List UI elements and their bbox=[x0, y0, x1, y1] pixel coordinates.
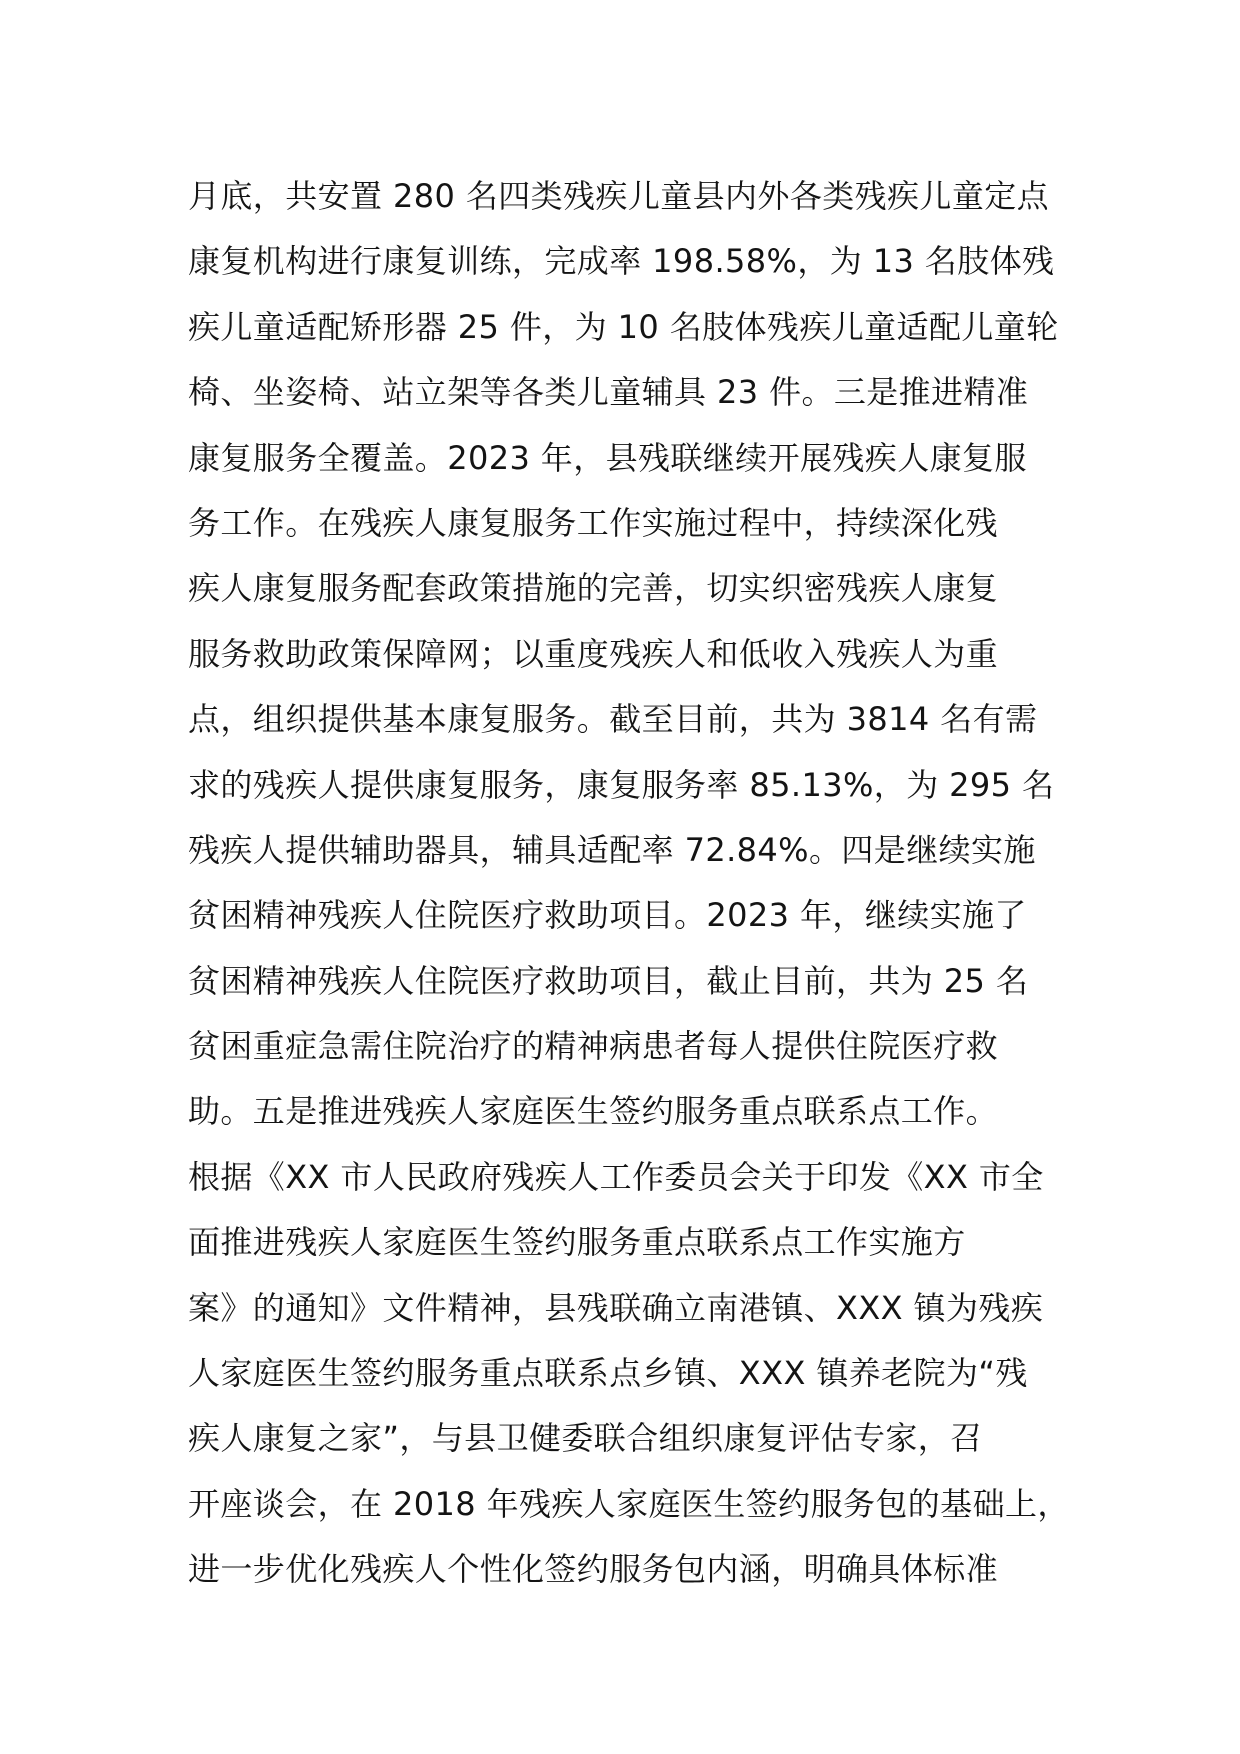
text-line: 疾儿童适配矫形器 25 件，为 10 名肢体残疾儿童适配儿童轮 bbox=[188, 307, 1059, 346]
text-line: 求的残疾人提供康复服务，康复服务率 85.13%，为 295 名 bbox=[188, 765, 1055, 804]
text-line: 贫困重症急需住院治疗的精神病患者每人提供住院医疗救 bbox=[188, 1027, 999, 1066]
text-line: 疾人康复服务配套政策措施的完善，切实织密残疾人康复 bbox=[188, 569, 999, 608]
text-line: 助。五是推进残疾人家庭医生签约服务重点联系点工作。 bbox=[188, 1092, 999, 1131]
text-line: 疾人康复之家”，与县卫健委联合组织康复评估专家，召 bbox=[188, 1419, 983, 1458]
text-line: 贫困精神残疾人住院医疗救助项目，截止目前，共为 25 名 bbox=[188, 961, 1029, 1000]
text-line: 服务救助政策保障网；以重度残疾人和低收入残疾人为重 bbox=[188, 634, 999, 673]
text-line: 开座谈会，在 2018 年残疾人家庭医生签约服务包的基础上， bbox=[188, 1484, 1070, 1523]
text-line: 案》的通知》文件精神，县残联确立南港镇、XXX 镇为残疾 bbox=[188, 1288, 1044, 1327]
text-line: 康复服务全覆盖。2023 年，县残联继续开展残疾人康复服 bbox=[188, 438, 1027, 477]
text-line: 根据《XX 市人民政府残疾人工作委员会关于印发《XX 市全 bbox=[188, 1157, 1044, 1196]
text-line: 人家庭医生签约服务重点联系点乡镇、XXX 镇养老院为“残 bbox=[188, 1354, 1028, 1393]
text-line: 残疾人提供辅助器具，辅具适配率 72.84%。四是继续实施 bbox=[188, 830, 1036, 869]
text-line: 点，组织提供基本康复服务。截至目前，共为 3814 名有需 bbox=[188, 700, 1038, 739]
body-text bbox=[188, 164, 1108, 1603]
text-line: 月底，共安置 280 名四类残疾儿童县内外各类残疾儿童定点 bbox=[188, 177, 1050, 215]
text-line: 面推进残疾人家庭医生签约服务重点联系点工作实施方 bbox=[188, 1223, 966, 1262]
text-line: 椅、坐姿椅、站立架等各类儿童辅具 23 件。三是推进精准 bbox=[188, 373, 1029, 412]
text-line: 务工作。在残疾人康复服务工作实施过程中，持续深化残 bbox=[188, 503, 999, 542]
text-line: 贫困精神残疾人住院医疗救助项目。2023 年，继续实施了 bbox=[188, 896, 1027, 935]
text-line: 康复机构进行康复训练，完成率 198.58%，为 13 名肢体残 bbox=[188, 242, 1055, 281]
text-line: 进一步优化残疾人个性化签约服务包内涵，明确具体标准 bbox=[188, 1550, 999, 1589]
